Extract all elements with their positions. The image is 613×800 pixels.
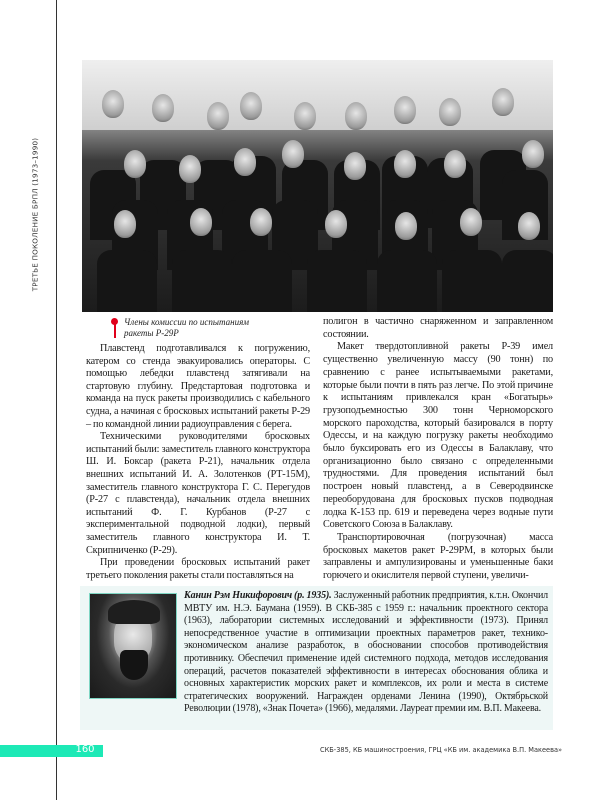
group-photo-commission — [82, 60, 553, 312]
paragraph-continuation: полигон в частично снаряженном и заправленном состоянии. — [323, 316, 553, 340]
biography-body: Заслуженный работник предприятия, к.т.н. Окончил МВТУ им. Н.Э. Баумана (1959). В СКБ-385 с 1959 г.: начальник проектного сектора (1963), лаборатории системных исследований и эффективности (1973). Принял непосредственное участие в оптимизации проектных параметров ракет, технико-экономическом анализе разработок, в обосновании способов противодействия противнику. Обеспечил применение идей системного подхода, методов исследования операций, расчетов показателей эффективности в интересах обоснования облика и основных характеристик морских ракет и комплексов, их роли и места в системе стратегических вооружений. Награжден орденами Ленина (1990), Октябрьской Революции (1978), «Знак Почета» (1966), медалями. Лауреат премии им. В.П. Макеева. — [184, 590, 548, 715]
page-number: 160 — [75, 744, 95, 755]
biography-name: Канин Рэм Никифорович (р. 1935). — [184, 590, 332, 601]
paragraph: Транспортировочная (погрузочная) масса бросковых макетов ракет Р-29РМ, в которых были заправлены и ампулизированы и уменьшенные баки горючего и окислителя первой ступени, увеличи- — [323, 531, 553, 582]
paragraph: При проведении бросковых испытаний ракет третьего поколения ракеты стали поставляться на — [86, 557, 310, 581]
photo-background-wall — [82, 60, 553, 130]
left-text-column — [86, 343, 310, 582]
paragraph: Плавстенд подготавливался к погружению, катером со стенда эвакуировались операторы. С помощью лебедки плавстенд затягивали на стартовую глубину. Предстартовая подготовка и команда на пуск ракеты производились с кабельного судна, а начиная с бросковых испытаний ракеты Р-29 – по командной линии радиоуправления с берега. — [86, 343, 310, 430]
right-text-column — [323, 316, 553, 583]
margin-rule — [56, 0, 57, 800]
photo-caption — [124, 317, 314, 338]
photo-caption-line-1: Члены комиссии по испытаниям — [124, 317, 250, 327]
paragraph: Макет твердотопливной ракеты Р-39 имел существенно увеличенную массу (90 тонн) по сравнению с ранее испытываемыми ракетами, которые были почти в пять раз легче. По этой причине к испытаниям привлекался кран «Богатырь» грузоподъемностью 300 тонн Черноморского морского пароходства, который базировался в порту Одессы, и на каждую погрузку ракеты необходимо было буксировать его из Одессы в Балаклаву, что организационно было связано с определенными трудностями. Для проведения испытаний был построен новый плавстенд, а в Северодвинске переоборудована для бросковых пусков подводная лодка К-153 пр. 619 и переведена через водные пути Советского Союза в Балаклаву. — [323, 341, 553, 531]
footer-publisher: СКБ-385, КБ машиностроения, ГРЦ «КБ им. академика В.П. Макеева» — [320, 746, 563, 754]
paragraph: Техническими руководителями бросковых испытаний были: заместитель главного конструктора Ш. И. Боксар (ракета Р-21), начальник отдела внешних испытаний И. А. Золотенков (РТ-15М), заместитель главного конструктора Г. С. Перегудов (Р-27 с плавстенда), начальник отдела внешних испытаний Ф. Г. Курбанов (Р-27 с экспериментальной подводной лодки), первый заместитель главного конструктора И. Т. Скрипниченко (Р-29). — [86, 431, 310, 556]
portrait-photo — [89, 593, 177, 699]
photo-caption-line-2: ракеты Р-29Р — [124, 327, 179, 338]
running-section-title: ТРЕТЬЕ ПОКОЛЕНИЕ БРПЛ (1973–1990) — [30, 137, 40, 292]
caption-pin-icon — [113, 318, 117, 340]
biography-text — [184, 590, 548, 716]
